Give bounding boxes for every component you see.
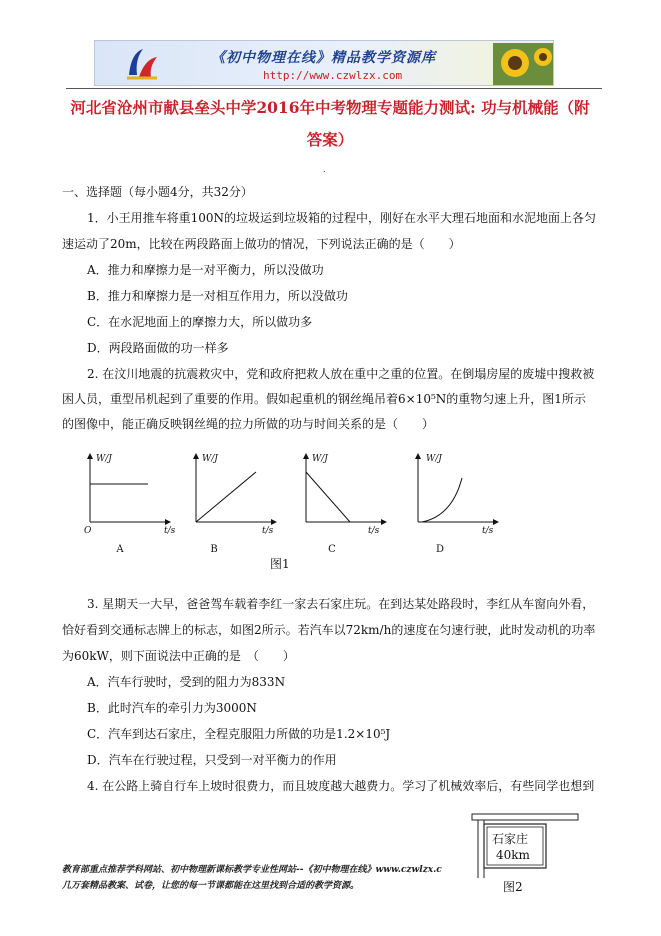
q3-option-a: A．汽车行驶时，受到的阻力为833N <box>87 675 286 689</box>
center-dot: . <box>323 165 326 174</box>
q2-line1: 2. 在汶川地震的抗震救灾中，党和政府把救人放在重中之重的位置。在倒塌房屋的废墟中搜救被 <box>87 367 595 381</box>
header-banner <box>94 40 554 86</box>
graph-a-label: A <box>116 544 124 555</box>
graph-b[interactable] <box>190 450 286 555</box>
q3-option-c: C．汽车到达石家庄，全程克服阻力所做的功是1.2×10⁵J <box>87 727 391 741</box>
q2-line2: 困人员，重型吊机起到了重要的作用。假如起重机的钢丝绳吊着6×10⁵N的重物匀速上升，图1所示 <box>62 392 586 406</box>
graph-c-plot <box>300 450 396 550</box>
graph-d-ylabel: W/J <box>426 454 442 464</box>
graph-c-ylabel: W/J <box>312 454 328 464</box>
graph-d-label: D <box>435 544 445 555</box>
graph-c-xlabel: t/s <box>368 526 380 536</box>
traffic-sign-figure <box>470 812 580 878</box>
graph-c[interactable] <box>300 450 396 555</box>
graph-a-xlabel: t/s <box>164 526 176 536</box>
sign-distance: 40km <box>496 848 530 862</box>
q3-option-d: D．汽车在行驶过程，只受到一对平衡力的作用 <box>87 753 337 767</box>
sign-destination: 石家庄 <box>492 832 529 846</box>
banner-title: 《初中物理在线》精品教学资源库 <box>211 50 436 66</box>
logo-icon <box>125 45 159 81</box>
graph-d-plot <box>412 450 508 550</box>
q1-option-d: D．两段路面做的功一样多 <box>87 341 229 355</box>
graph-b-xlabel: t/s <box>262 526 274 536</box>
page-title-line2: 答案） <box>306 130 354 149</box>
footer-line1: 教育部重点推荐学科网站、初中物理新课标教学专业性网站--《初中物理在线》www.czwlzx.c <box>62 865 442 875</box>
section-heading: 一、选择题（每小题4分，共32分） <box>62 185 253 199</box>
graph-b-ylabel: W/J <box>202 454 218 464</box>
q3-option-b: B．此时汽车的牵引力为3000N <box>87 701 257 715</box>
q3-line3: 为60kW，则下面说法中正确的是 （ ） <box>62 649 295 663</box>
q1-option-a: A．推力和摩擦力是一对平衡力，所以没做功 <box>87 263 324 277</box>
sunflower-icon <box>493 43 553 85</box>
q2-line3: 的图像中，能正确反映钢丝绳的拉力所做的功与时间关系的是（ ） <box>62 417 435 431</box>
graph-a-ylabel: W/J <box>96 454 112 464</box>
q3-line2: 恰好看到交通标志牌上的标志，如图2所示。若汽车以72km/h的速度在匀速行驶，此时发动机的功率 <box>62 623 596 637</box>
q1-line2: 速运动了20m，比较在两段路面上做功的情况，下列说法正确的是（ ） <box>62 237 461 251</box>
graph-c-label: C <box>328 544 336 555</box>
banner-url[interactable]: http://www.czwlzx.com <box>263 69 403 82</box>
q4-line1: 4. 在公路上骑自行车上坡时很费力，而且坡度越大越费力。学习了机械效率后，有些同学也想到 <box>87 779 595 793</box>
header-divider <box>66 88 602 89</box>
page-title-line1: 河北省沧州市献县垒头中学2016年中考物理专题能力测试: 功与机械能（附 <box>70 98 590 117</box>
q1-line1: 1．小王用推车将重100N的垃圾运到垃圾箱的过程中，刚好在水平大理石地面和水泥地面上各匀 <box>87 211 597 225</box>
q1-option-c: C．在水泥地面上的摩擦力大，所以做功多 <box>87 315 313 329</box>
q3-line1: 3. 星期天一大早，爸爸驾车载着李红一家去石家庄玩。在到达某处路段时，李红从车窗向外看， <box>87 597 595 611</box>
graph-d[interactable] <box>412 450 508 555</box>
graph-b-label: B <box>210 544 218 555</box>
q1-option-b: B．推力和摩擦力是一对相互作用力，所以没做功 <box>87 289 348 303</box>
figure1-caption: 图1 <box>270 557 290 571</box>
graph-a-origin: O <box>84 526 92 536</box>
footer-line2: 几万套精品教案、试卷，让您的每一节课都能在这里找到合适的教学资源。 <box>62 881 360 891</box>
graph-d-xlabel: t/s <box>482 526 494 536</box>
graph-a[interactable] <box>84 450 180 555</box>
figure2-caption: 图2 <box>503 880 523 894</box>
